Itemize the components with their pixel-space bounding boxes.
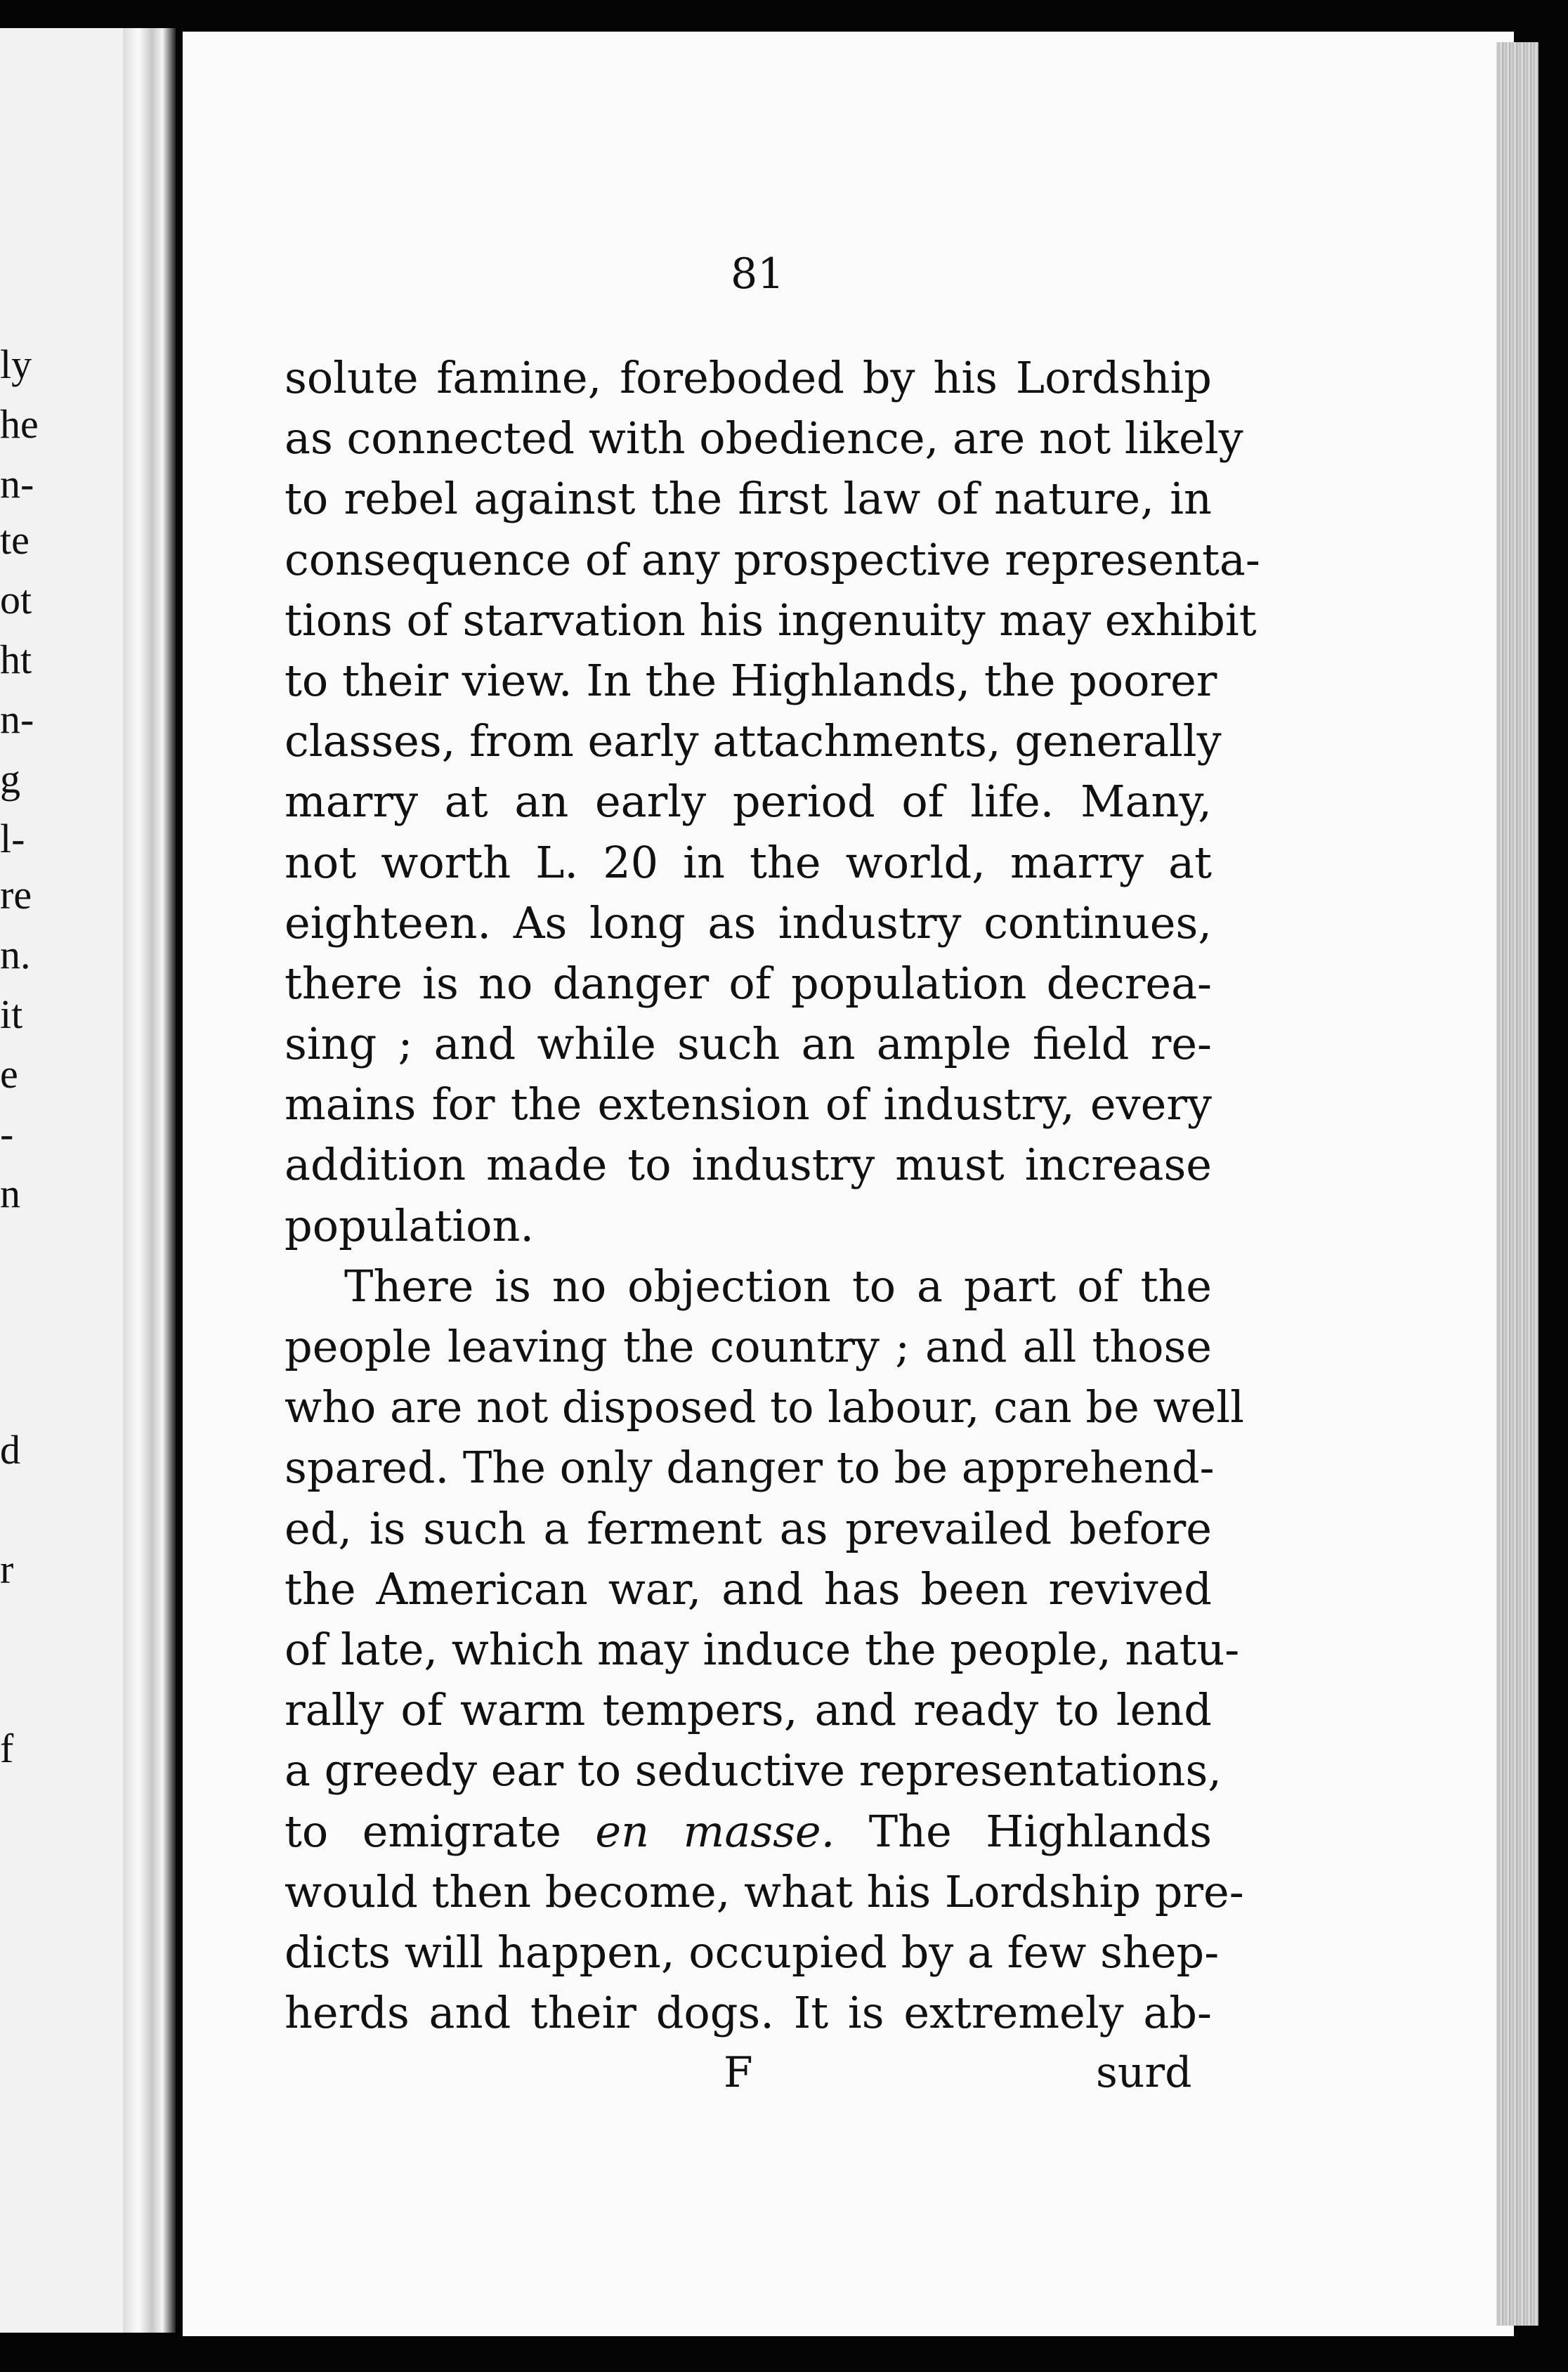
catchword: surd xyxy=(1096,2048,1192,2097)
text-line: solute famine, foreboded by his Lordship xyxy=(285,352,1212,403)
text-line: a greedy ear to seductive representations, xyxy=(285,1745,1222,1797)
margin-fragment: n xyxy=(0,1171,20,1216)
margin-fragment: g xyxy=(0,756,20,802)
margin-fragment: r xyxy=(0,1546,14,1592)
margin-fragment: ly xyxy=(0,341,32,387)
margin-fragment: n- xyxy=(0,696,34,742)
margin-fragment: ot xyxy=(0,577,32,623)
page-edge-stack xyxy=(1496,42,1538,2326)
text-line: addition made to industry must increase xyxy=(285,1139,1212,1191)
italic-phrase: en masse. xyxy=(595,1805,835,1857)
margin-fragment: e xyxy=(0,1051,18,1097)
text-line: population. xyxy=(285,1199,535,1251)
text-line: dicts will happen, occupied by a few shep- xyxy=(285,1926,1220,1978)
margin-fragment: ht xyxy=(0,637,32,682)
text-line: spared. The only danger to be apprehend- xyxy=(285,1442,1215,1494)
text-line: rally of warm tempers, and ready to lend xyxy=(285,1684,1212,1736)
text-line: who are not disposed to labour, can be well xyxy=(285,1381,1244,1433)
margin-fragment: it xyxy=(0,991,23,1037)
text-line: sing ; and while such an ample field re- xyxy=(285,1018,1212,1070)
margin-fragment: l- xyxy=(0,816,25,861)
margin-fragment: he xyxy=(0,401,39,447)
text-line: eighteen. As long as industry continues, xyxy=(285,897,1212,949)
text-line: classes, from early attachments, generally xyxy=(285,715,1222,767)
margin-fragment: d xyxy=(0,1427,20,1473)
text-run: The Highlands xyxy=(835,1805,1213,1857)
margin-fragment: n. xyxy=(0,932,31,977)
facing-page-sliver xyxy=(0,28,123,2333)
text-line: would then become, what his Lordship pre- xyxy=(285,1865,1244,1917)
page-number: 81 xyxy=(731,249,785,299)
margin-fragment: n- xyxy=(0,461,34,507)
text-line: to rebel against the first law of nature, in xyxy=(285,473,1212,525)
text-line: herds and their dogs. It is extremely ab- xyxy=(285,1987,1212,2039)
text-line: There is no objection to a part of the xyxy=(344,1260,1212,1312)
text-line: people leaving the country ; and all those xyxy=(285,1321,1212,1372)
text-line: to their view. In the Highlands, the poorer xyxy=(285,654,1217,706)
text-line: of late, which may induce the people, natu- xyxy=(285,1623,1240,1675)
facing-page-margin-text xyxy=(0,28,123,2333)
text-line: not worth L. 20 in the world, marry at xyxy=(285,836,1212,888)
text-line: as connected with obedience, are not likely xyxy=(285,412,1243,464)
signature-mark: F xyxy=(724,2048,753,2097)
text-line-with-italic xyxy=(285,1801,1212,1862)
margin-fragment: f xyxy=(0,1726,14,1771)
margin-fragment: te xyxy=(0,517,30,563)
margin-fragment: re xyxy=(0,872,32,918)
margin-fragment: - xyxy=(0,1111,14,1156)
text-line: tions of starvation his ingenuity may exhibit xyxy=(285,594,1257,646)
body-text xyxy=(285,348,1260,2043)
text-line: marry at an early period of life. Many, xyxy=(285,776,1212,828)
text-line: consequence of any prospective representa- xyxy=(285,533,1260,585)
text-line: mains for the extension of industry, every xyxy=(285,1079,1212,1130)
text-line: ed, is such a ferment as prevailed before xyxy=(285,1502,1212,1554)
text-run: to emigrate xyxy=(285,1805,596,1857)
text-line: there is no danger of population decrea- xyxy=(285,957,1212,1009)
text-line: the American war, and has been revived xyxy=(285,1563,1212,1615)
book-gutter xyxy=(123,28,176,2333)
